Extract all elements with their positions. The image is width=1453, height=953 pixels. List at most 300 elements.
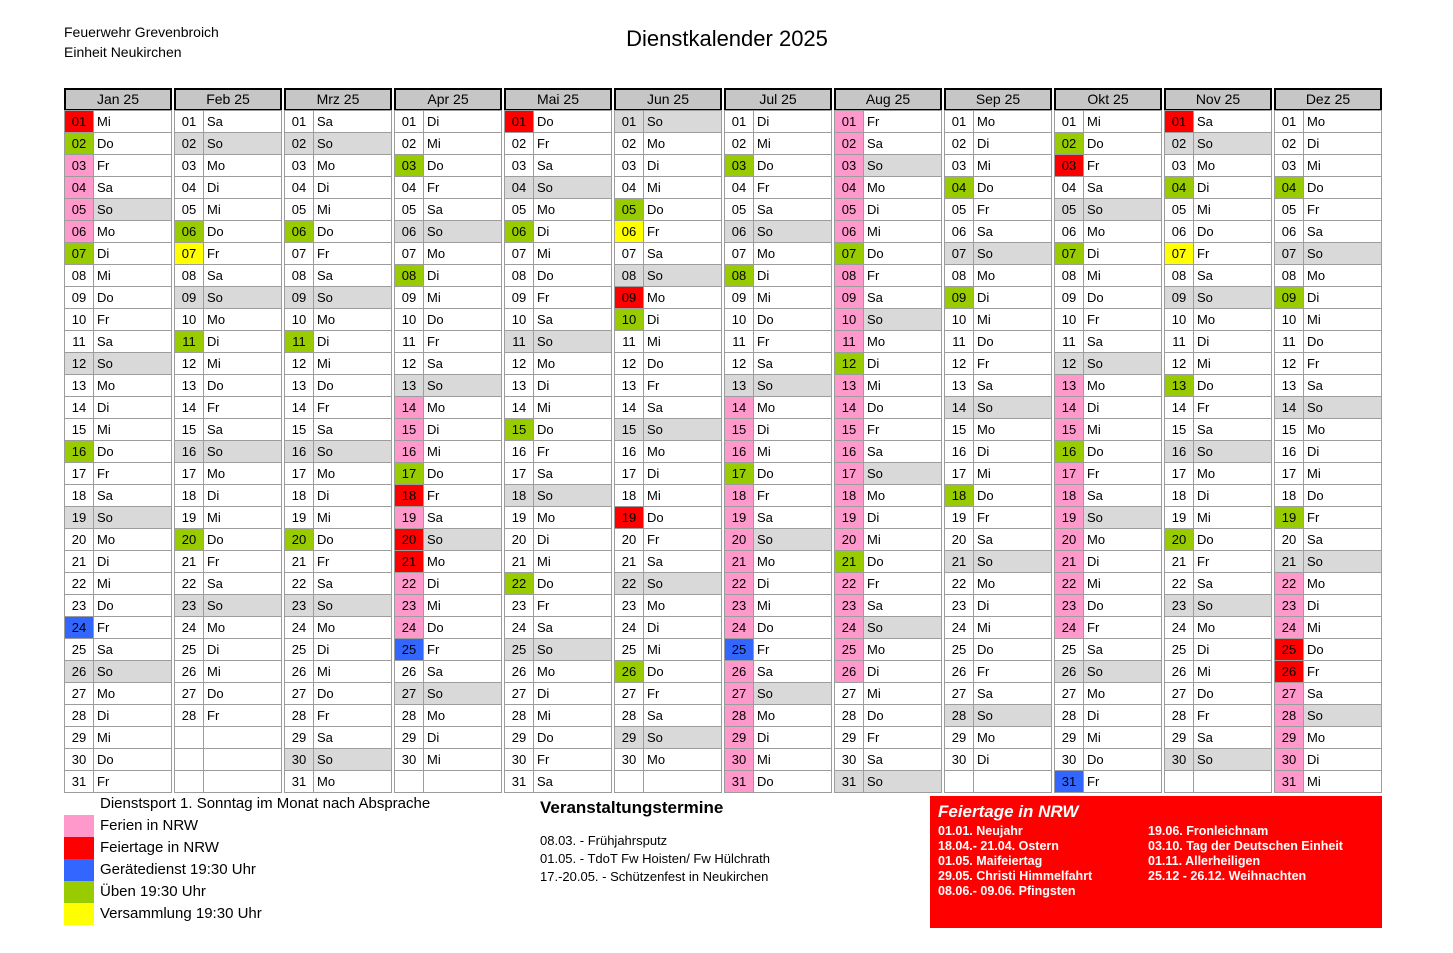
day-number-cell: 02	[394, 132, 424, 155]
day-number-cell: 26	[64, 660, 94, 683]
day-row	[504, 154, 612, 177]
day-number-cell: 15	[284, 418, 314, 441]
day-row	[1054, 616, 1162, 639]
day-row	[1274, 748, 1382, 771]
day-number-cell: 17	[944, 462, 974, 485]
day-weekday-cell: Do	[753, 616, 832, 639]
day-weekday-cell: Di	[643, 462, 722, 485]
day-number-cell: 12	[614, 352, 644, 375]
holidays-box	[930, 796, 1382, 928]
day-number-cell: 05	[284, 198, 314, 221]
day-weekday-cell: Do	[1193, 220, 1272, 243]
day-number-cell: 24	[944, 616, 974, 639]
holiday-item: 01.11. Allerheiligen	[1148, 854, 1261, 868]
day-weekday-cell: Do	[1083, 132, 1162, 155]
day-weekday-cell: Di	[1083, 242, 1162, 265]
day-number-cell: 30	[834, 748, 864, 771]
day-row	[394, 308, 502, 331]
day-weekday-cell: Mo	[973, 264, 1052, 287]
day-row	[614, 396, 722, 419]
day-row	[394, 352, 502, 375]
day-row	[1274, 352, 1382, 375]
day-number-cell: 12	[834, 352, 864, 375]
day-number-cell: 27	[504, 682, 534, 705]
day-weekday-cell: Di	[313, 176, 392, 199]
day-row	[394, 176, 502, 199]
day-weekday-cell: Do	[973, 176, 1052, 199]
day-weekday-cell: Sa	[643, 550, 722, 573]
day-row	[284, 484, 392, 507]
day-row	[284, 110, 392, 133]
day-weekday-cell: Fr	[753, 484, 832, 507]
day-number-cell: 31	[64, 770, 94, 793]
day-row	[1274, 484, 1382, 507]
day-weekday-cell: Di	[643, 154, 722, 177]
day-weekday-cell: Di	[1303, 748, 1382, 771]
day-row	[1164, 572, 1272, 595]
day-number-cell: 27	[1054, 682, 1084, 705]
day-row	[284, 286, 392, 309]
day-weekday-cell: Di	[423, 418, 502, 441]
day-weekday-cell: So	[203, 132, 282, 155]
day-number-cell: 26	[1164, 660, 1194, 683]
day-row	[174, 132, 282, 155]
day-row	[944, 770, 1052, 793]
day-row	[1164, 440, 1272, 463]
day-number-cell: 20	[64, 528, 94, 551]
month-header: Jul 25	[724, 88, 832, 111]
day-weekday-cell: Sa	[1193, 110, 1272, 133]
day-weekday-cell: Fr	[533, 440, 612, 463]
day-row	[284, 638, 392, 661]
legend-item	[64, 837, 430, 859]
day-number-cell: 14	[284, 396, 314, 419]
day-weekday-cell: So	[93, 506, 172, 529]
day-row	[834, 418, 942, 441]
day-row	[64, 132, 172, 155]
day-number-cell: 12	[174, 352, 204, 375]
day-row	[834, 550, 942, 573]
day-weekday-cell: So	[1303, 242, 1382, 265]
day-row	[834, 242, 942, 265]
day-row	[834, 308, 942, 331]
day-row	[944, 572, 1052, 595]
day-row	[64, 374, 172, 397]
day-number-cell: 11	[944, 330, 974, 353]
day-weekday-cell: Do	[643, 198, 722, 221]
day-number-cell: 15	[944, 418, 974, 441]
day-number-cell: 23	[724, 594, 754, 617]
day-row	[394, 748, 502, 771]
legend-label: Dienstsport 1. Sonntag im Monat nach Absprache	[100, 795, 431, 812]
day-number-cell: 31	[504, 770, 534, 793]
day-number-cell: 25	[724, 638, 754, 661]
day-weekday-cell: Mi	[1083, 110, 1162, 133]
day-weekday-cell: Fr	[1083, 770, 1162, 793]
month-jan	[64, 88, 172, 793]
day-weekday-cell: Di	[423, 264, 502, 287]
day-weekday-cell: Do	[203, 682, 282, 705]
day-weekday-cell: Mo	[533, 660, 612, 683]
legend-swatch-green	[64, 881, 94, 903]
day-number-cell: 02	[64, 132, 94, 155]
day-number-cell: 20	[284, 528, 314, 551]
day-weekday-cell: Di	[533, 374, 612, 397]
day-weekday-cell: Di	[1303, 440, 1382, 463]
day-row	[504, 638, 612, 661]
day-number-cell: 11	[614, 330, 644, 353]
day-number-cell: 24	[1274, 616, 1304, 639]
day-weekday-cell: Fr	[203, 704, 282, 727]
day-row	[834, 264, 942, 287]
month-header: Apr 25	[394, 88, 502, 111]
day-number-cell: 22	[394, 572, 424, 595]
day-number-cell: 23	[1164, 594, 1194, 617]
day-weekday-cell: Sa	[1303, 682, 1382, 705]
org-line2: Einheit Neukirchen	[64, 44, 182, 60]
day-number-cell: 23	[64, 594, 94, 617]
day-number-cell: 09	[174, 286, 204, 309]
day-number-cell: 21	[614, 550, 644, 573]
day-weekday-cell: So	[1193, 286, 1272, 309]
day-number-cell: 09	[724, 286, 754, 309]
day-number-cell: 29	[834, 726, 864, 749]
day-number-cell: 16	[284, 440, 314, 463]
day-row	[614, 286, 722, 309]
day-weekday-cell: Fr	[753, 330, 832, 353]
day-weekday-cell: Fr	[313, 550, 392, 573]
day-row	[284, 308, 392, 331]
events-list	[540, 832, 920, 886]
day-number-cell: 16	[64, 440, 94, 463]
day-weekday-cell: Di	[863, 660, 942, 683]
day-row	[1274, 198, 1382, 221]
day-row	[1164, 220, 1272, 243]
day-weekday-cell: Di	[753, 726, 832, 749]
day-weekday-cell: Mi	[313, 506, 392, 529]
day-row	[834, 220, 942, 243]
day-number-cell: 04	[1164, 176, 1194, 199]
day-row	[1164, 770, 1272, 793]
day-weekday-cell: So	[753, 220, 832, 243]
day-weekday-cell: Mi	[93, 726, 172, 749]
day-row	[174, 286, 282, 309]
day-row	[1274, 550, 1382, 573]
day-number-cell: 12	[284, 352, 314, 375]
day-weekday-cell: Fr	[1193, 550, 1272, 573]
day-number-cell: 30	[724, 748, 754, 771]
day-row	[1054, 638, 1162, 661]
day-number-cell: 01	[1274, 110, 1304, 133]
day-number-cell: 01	[1054, 110, 1084, 133]
day-row	[64, 770, 172, 793]
day-row	[944, 704, 1052, 727]
day-number-cell: 22	[614, 572, 644, 595]
day-weekday-cell: Do	[863, 396, 942, 419]
day-number-cell: 02	[1054, 132, 1084, 155]
day-weekday-cell: Di	[863, 198, 942, 221]
day-number-cell: 09	[1164, 286, 1194, 309]
day-number-cell: 08	[174, 264, 204, 287]
day-weekday-cell: So	[863, 770, 942, 793]
day-row	[64, 572, 172, 595]
day-row	[394, 572, 502, 595]
day-number-cell: 09	[834, 286, 864, 309]
day-weekday-cell: Sa	[973, 682, 1052, 705]
day-number-cell: 25	[614, 638, 644, 661]
holidays-col1	[938, 824, 1148, 899]
month-header: Mrz 25	[284, 88, 392, 111]
day-row	[284, 462, 392, 485]
day-number-cell: 16	[724, 440, 754, 463]
day-weekday-cell: Fr	[1303, 506, 1382, 529]
day-weekday-cell: Do	[1083, 286, 1162, 309]
day-weekday-cell: Fr	[973, 198, 1052, 221]
day-row	[504, 616, 612, 639]
day-weekday-cell: Do	[93, 286, 172, 309]
day-weekday-cell: Di	[1193, 638, 1272, 661]
day-row	[504, 352, 612, 375]
day-number-cell	[174, 726, 204, 749]
day-number-cell: 12	[1054, 352, 1084, 375]
day-row	[614, 704, 722, 727]
day-row	[944, 220, 1052, 243]
day-weekday-cell: Fr	[973, 506, 1052, 529]
day-row	[614, 506, 722, 529]
day-row	[1274, 638, 1382, 661]
day-number-cell: 28	[1164, 704, 1194, 727]
day-row	[1164, 308, 1272, 331]
day-row	[614, 638, 722, 661]
day-row	[724, 396, 832, 419]
day-number-cell: 01	[504, 110, 534, 133]
day-row	[504, 528, 612, 551]
day-weekday-cell: Di	[313, 638, 392, 661]
day-weekday-cell: Mi	[863, 528, 942, 551]
day-weekday-cell: Do	[93, 132, 172, 155]
day-number-cell: 06	[834, 220, 864, 243]
day-number-cell: 28	[1274, 704, 1304, 727]
day-weekday-cell: Do	[93, 594, 172, 617]
day-row	[1164, 506, 1272, 529]
day-weekday-cell: Fr	[533, 594, 612, 617]
day-number-cell: 20	[174, 528, 204, 551]
day-weekday-cell: Mi	[423, 132, 502, 155]
day-row	[724, 418, 832, 441]
day-row	[504, 440, 612, 463]
day-number-cell: 13	[504, 374, 534, 397]
day-weekday-cell: Mi	[313, 198, 392, 221]
day-weekday-cell: Sa	[533, 308, 612, 331]
day-weekday-cell: Mo	[643, 748, 722, 771]
day-row	[1274, 418, 1382, 441]
day-row	[174, 550, 282, 573]
day-row	[1274, 572, 1382, 595]
day-weekday-cell: Do	[423, 308, 502, 331]
day-weekday-cell: Mo	[1083, 682, 1162, 705]
day-number-cell: 18	[64, 484, 94, 507]
day-row	[284, 594, 392, 617]
day-number-cell: 20	[504, 528, 534, 551]
day-weekday-cell: Mi	[1303, 308, 1382, 331]
day-row	[1164, 418, 1272, 441]
day-row	[174, 484, 282, 507]
day-weekday-cell: Do	[533, 572, 612, 595]
day-number-cell: 25	[394, 638, 424, 661]
day-number-cell: 17	[724, 462, 754, 485]
day-row	[64, 638, 172, 661]
day-weekday-cell: Mi	[423, 748, 502, 771]
day-row	[834, 484, 942, 507]
day-number-cell: 15	[1274, 418, 1304, 441]
day-row	[64, 220, 172, 243]
day-number-cell: 25	[834, 638, 864, 661]
day-number-cell: 28	[394, 704, 424, 727]
day-weekday-cell: Do	[643, 506, 722, 529]
day-weekday-cell: Mo	[313, 770, 392, 793]
day-number-cell: 28	[1054, 704, 1084, 727]
day-row	[614, 132, 722, 155]
day-number-cell	[174, 748, 204, 771]
day-weekday-cell: Sa	[863, 748, 942, 771]
day-weekday-cell: Fr	[533, 132, 612, 155]
day-row	[174, 308, 282, 331]
day-row	[724, 176, 832, 199]
day-number-cell: 01	[284, 110, 314, 133]
day-weekday-cell: Di	[1083, 704, 1162, 727]
day-weekday-cell: Mi	[643, 176, 722, 199]
day-number-cell: 15	[64, 418, 94, 441]
day-row	[1164, 396, 1272, 419]
day-weekday-cell: Mi	[533, 550, 612, 573]
day-number-cell: 04	[614, 176, 644, 199]
legend-label: Gerätedienst 19:30 Uhr	[100, 861, 256, 878]
day-number-cell: 13	[1164, 374, 1194, 397]
day-row	[504, 594, 612, 617]
month-header: Feb 25	[174, 88, 282, 111]
day-weekday-cell: Sa	[93, 176, 172, 199]
day-row	[944, 682, 1052, 705]
day-weekday-cell: Sa	[313, 110, 392, 133]
day-weekday-cell: Mi	[973, 462, 1052, 485]
day-weekday-cell: Sa	[423, 352, 502, 375]
day-weekday-cell: So	[93, 660, 172, 683]
day-weekday-cell: So	[973, 550, 1052, 573]
day-row	[1054, 704, 1162, 727]
day-row	[1164, 132, 1272, 155]
day-number-cell: 30	[614, 748, 644, 771]
day-number-cell: 07	[1054, 242, 1084, 265]
day-row	[284, 396, 392, 419]
day-weekday-cell: Di	[753, 418, 832, 441]
day-number-cell: 14	[1274, 396, 1304, 419]
day-number-cell: 15	[394, 418, 424, 441]
day-number-cell: 11	[834, 330, 864, 353]
day-number-cell: 02	[284, 132, 314, 155]
day-row	[1054, 352, 1162, 375]
day-number-cell: 09	[394, 286, 424, 309]
day-weekday-cell: Sa	[863, 440, 942, 463]
day-row	[1274, 154, 1382, 177]
day-number-cell: 19	[1054, 506, 1084, 529]
day-row	[1274, 264, 1382, 287]
day-weekday-cell: Mo	[533, 506, 612, 529]
day-weekday-cell: So	[423, 682, 502, 705]
day-weekday-cell: Sa	[423, 506, 502, 529]
day-row	[724, 550, 832, 573]
day-row	[284, 176, 392, 199]
day-weekday-cell: Do	[93, 748, 172, 771]
day-weekday-cell: Sa	[643, 704, 722, 727]
day-weekday-cell: Mi	[863, 682, 942, 705]
day-weekday-cell: Sa	[533, 462, 612, 485]
day-row	[394, 418, 502, 441]
day-weekday-cell: Sa	[753, 352, 832, 375]
day-row	[944, 374, 1052, 397]
day-row	[394, 110, 502, 133]
day-row	[504, 308, 612, 331]
day-number-cell: 21	[724, 550, 754, 573]
day-weekday-cell: Mo	[753, 242, 832, 265]
day-weekday-cell: So	[93, 198, 172, 221]
day-number-cell: 07	[394, 242, 424, 265]
day-weekday-cell	[643, 770, 722, 793]
holiday-item: 01.01. Neujahr	[938, 824, 1023, 838]
day-number-cell	[614, 770, 644, 793]
day-row	[284, 154, 392, 177]
day-row	[64, 396, 172, 419]
day-number-cell: 25	[284, 638, 314, 661]
day-number-cell: 10	[64, 308, 94, 331]
day-number-cell: 27	[724, 682, 754, 705]
day-row	[614, 572, 722, 595]
day-row	[724, 594, 832, 617]
day-weekday-cell: Mi	[1303, 154, 1382, 177]
day-number-cell: 10	[284, 308, 314, 331]
month-header: Nov 25	[1164, 88, 1272, 111]
day-number-cell: 14	[64, 396, 94, 419]
day-number-cell: 19	[1274, 506, 1304, 529]
day-row	[1054, 330, 1162, 353]
day-number-cell: 10	[834, 308, 864, 331]
day-weekday-cell: Mo	[313, 154, 392, 177]
day-number-cell: 28	[834, 704, 864, 727]
day-number-cell: 07	[284, 242, 314, 265]
day-number-cell: 24	[284, 616, 314, 639]
day-number-cell: 05	[1054, 198, 1084, 221]
day-row	[724, 682, 832, 705]
day-number-cell: 11	[504, 330, 534, 353]
day-weekday-cell: Fr	[1193, 242, 1272, 265]
day-row	[284, 418, 392, 441]
day-weekday-cell: Do	[1083, 440, 1162, 463]
day-number-cell	[944, 770, 974, 793]
day-row	[724, 704, 832, 727]
day-row	[834, 352, 942, 375]
day-number-cell: 26	[284, 660, 314, 683]
day-number-cell: 22	[64, 572, 94, 595]
day-row	[64, 440, 172, 463]
day-weekday-cell: Sa	[1083, 176, 1162, 199]
day-weekday-cell: Di	[1303, 594, 1382, 617]
day-weekday-cell: Mi	[93, 264, 172, 287]
day-number-cell: 05	[64, 198, 94, 221]
year-calendar	[64, 88, 1382, 793]
day-weekday-cell: Di	[533, 220, 612, 243]
day-number-cell: 18	[834, 484, 864, 507]
day-number-cell: 18	[724, 484, 754, 507]
day-weekday-cell: So	[93, 352, 172, 375]
